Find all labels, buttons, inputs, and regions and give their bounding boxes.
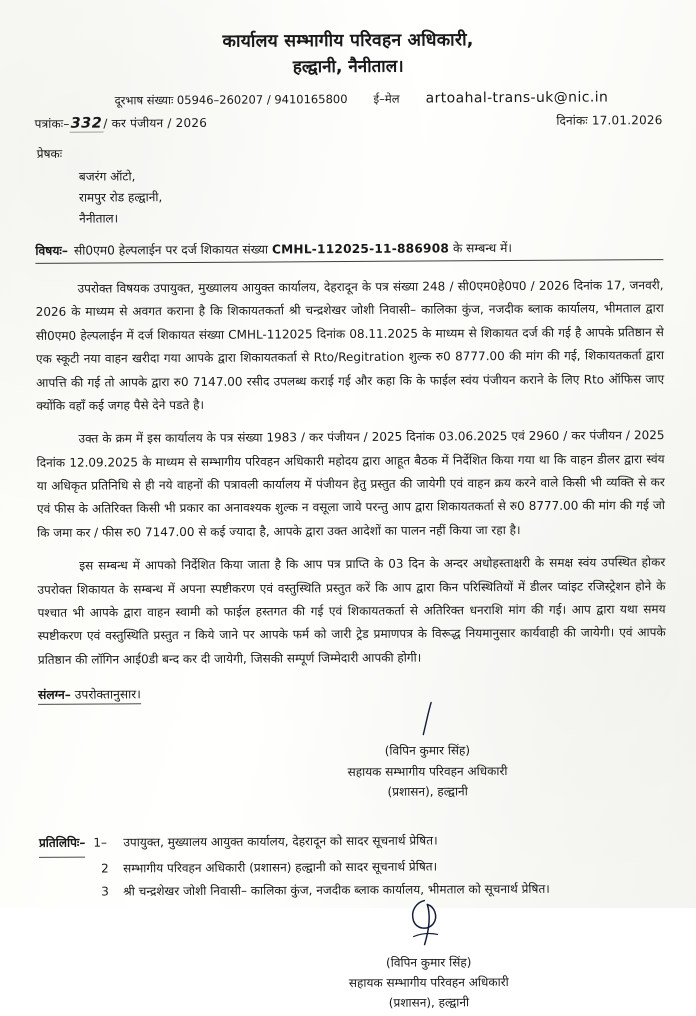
subject-text-before: सी0एम0 हेल्पलाईन पर दर्ज शिकायत संख्या xyxy=(73,242,272,259)
signatory-name: (विपिन कुमार सिंह) xyxy=(384,743,471,758)
addressee-block xyxy=(35,141,664,231)
subject-text-after: के सम्बन्ध में। xyxy=(449,241,513,256)
sender-label: प्रेषकः xyxy=(36,147,63,162)
email-value: artoahal-trans-uk@nic.in xyxy=(425,89,609,107)
letter-number-prefix: पत्रांकः– xyxy=(34,117,70,132)
signatory-designation: सहायक सम्भागीय परिवहन अधिकारी xyxy=(347,763,508,779)
signatory-office: (प्रशासन), हल्द्वानी xyxy=(387,784,468,799)
copy-to-index: 1– xyxy=(93,835,108,850)
copy-to-list xyxy=(39,854,667,905)
contact-row xyxy=(34,90,662,110)
copy-to-item xyxy=(93,830,437,855)
subject-row xyxy=(35,238,663,261)
body-paragraph: उक्त के क्रम में इस कार्यालय के पत्र संख्या 1983 / कर पंजीयन / 2025 दिनांक 03.06.2025 एवं 2960 / कर पंजीयन / 2025 दिनांक 12.09.2025 के माध्यम से सम्भागीय परिवहन अधिकारी महोदय द्वारा आहूत बैठक में निर्देशित किया गया था कि वाहन डीलर द्वारा स्वंय या अधिकृत प्रतिनिधि से ही नये वाहनों की पत्रावली कार्यालय में पंजीयन हेतु प्रस्तुत की जायेगी एवं वाहन क्रय करने वाले किसी भी व्यक्ति से कर एवं फीस के अतिरिक्त किसी भी प्रकार का अनावश्यक शुल्क न वसूला जाये परन्तु आप द्वारा शिकायतकर्ता से रु0 8777.00 की मांग की गई जो कि जमा कर / फीस रु0 7147.00 से कई ज्यादा है, आपके द्वारा उक्त आदेशों का पालन नहीं किया जा रहा है। xyxy=(36,428,665,540)
letterhead xyxy=(34,28,662,81)
copy-to-label: प्रतिलिपिः– xyxy=(39,832,86,858)
letter-date-value: 17.01.2026 xyxy=(591,113,663,128)
enclosure-line xyxy=(38,685,141,705)
letter-date-label: दिनांकः xyxy=(556,113,588,129)
copy-to-block xyxy=(39,828,667,904)
signature-block-top xyxy=(38,705,667,804)
addressee-lines xyxy=(79,164,663,231)
phone-label xyxy=(115,92,348,108)
copy-to-item xyxy=(39,877,667,904)
body-paragraph: उपरोक्त विषयक उपायुक्त, मुख्यालय आयुक्त कार्यालय, देहरादून के पत्र संख्या 248 / सी0एम0हे0प0 / 2026 दिनांक 17, जनवरी, 2026 के माध्यम से अवगत कराना है कि शिकायतकर्ता श्री चन्द्रशेखर जोशी निवासी– कालिका कुंज, नजदीक ब्लाक कार्यालय, भीमताल द्वारा सी0एम0 हेल्पलाईन में दर्ज शिकायत संख्या CMHL-112025 दिनांक 08.11.2025 के माध्यम से शिकायत दर्ज की गई है आपके प्रतिष्ठान से एक स्कूटी नया वाहन खरीदा गया आपके द्वारा शिकायतकर्ता से Rto/Regitration शुल्क रु0 8777.00 की मांग की गई, शिकायतकर्ता द्वारा आपत्ति की गई तो आपके द्वारा रु0 7147.00 रसीद उपलब्ध कराई गई और कहा कि के फाईल स्वंय पंजीयन कराने के लिए Rto ऑफिस जाए क्योंकि वहाँ कई जगह पैसे देने पडते है। xyxy=(35,278,665,413)
addressee-line: नैनीताल। xyxy=(79,211,119,227)
copy-to-text: उपायुक्त, मुख्यालय आयुक्त कार्यालय, देहरादून को सादर सूचनार्थ प्रेषित। xyxy=(123,833,438,850)
enclosure-label: संलग्न– xyxy=(38,687,71,703)
signatory-office: (प्रशासन), हल्द्वानी xyxy=(388,995,470,1011)
phone-value: 05946–260207 / 9410165800 xyxy=(176,92,348,108)
copy-to-text: श्री चन्द्रशेखर जोशी निवासी– कालिका कुंज, नजदीक ब्लाक कार्यालय, भीमताल को सूचनार्थ प्रेषित। xyxy=(123,881,550,899)
body-paragraph: इस सम्बन्ध में आपको निर्देशित किया जाता है कि आप पत्र प्राप्ति के 03 दिन के अन्दर अधोहस्ताक्षरी के समक्ष स्वंय उपस्थित होकर उपरोक्त शिकायत के सम्बन्ध में अपना स्पष्टीकरण एवं वस्तुस्थिति प्रस्तुत करें कि आप द्वारा किन परिस्थितियों में डीलर प्वांइट रजिस्ट्रेशन होने के पश्चात भी आपके द्वारा वाहन स्वामी को फाईल हस्तगत की गई एवं शिकायतकर्ता से अतिरिक्त धनराशि मांग की गई। आप द्वारा यथा समय स्पष्टीकरण एवं वस्तुस्थिति प्रस्तुत न किये जाने पर आपके फर्म को जारी ट्रेड प्रमाणपत्र के विरूद्ध नियमानुसार कार्यवाही की जायेगी। एवं आपके प्रतिष्ठान की लॉगिन आई0डी बन्द कर दी जायेगी, जिसकी सम्पूर्ण जिम्मेदारी आपकी होगी। xyxy=(37,555,666,667)
signatory-name: (विपिन कुमार सिंह) xyxy=(385,954,472,970)
office-name-line1: कार्यालय सम्भागीय परिवहन अधिकारी, xyxy=(222,30,474,52)
copy-to-header xyxy=(39,828,667,857)
subject-text xyxy=(74,238,663,261)
subject-label: विषयः– xyxy=(35,244,68,259)
letter-date xyxy=(556,112,662,130)
addressee-line: बजरंग ऑटो, xyxy=(78,169,136,185)
letter-number-suffix: / कर पंजीयन / 2026 xyxy=(103,116,208,131)
copy-to-text: सम्भागीय परिवहन अधिकारी (प्रशासन) हल्द्वानी को सादर सूचनार्थ प्रेषित। xyxy=(123,859,438,876)
reference-line xyxy=(35,112,663,133)
letter-body xyxy=(36,274,666,672)
letter-number xyxy=(35,114,208,132)
complaint-number: CMHL-112025-11-886908 xyxy=(271,241,450,257)
email-label: ई–मेल xyxy=(373,92,400,107)
letter-number-value: 332 xyxy=(70,115,103,133)
handwritten-signature-icon xyxy=(189,907,667,954)
signature-block-bottom xyxy=(39,907,668,1016)
copy-to-index: 2 xyxy=(101,861,109,876)
signatory-designation: सहायक सम्भागीय परिवहन अधिकारी xyxy=(348,974,509,990)
signature-stroke-icon xyxy=(188,705,666,742)
phone-label-text: दूरभाष संख्याः xyxy=(114,93,174,108)
enclosure-text: उपरोक्तानुसार। xyxy=(70,687,141,702)
office-name-line2: हल्द्वानी, नैनीताल। xyxy=(292,56,404,77)
addressee-line: रामपुर रोड हल्द्वानी, xyxy=(78,190,163,206)
copy-to-index: 3 xyxy=(101,884,109,899)
